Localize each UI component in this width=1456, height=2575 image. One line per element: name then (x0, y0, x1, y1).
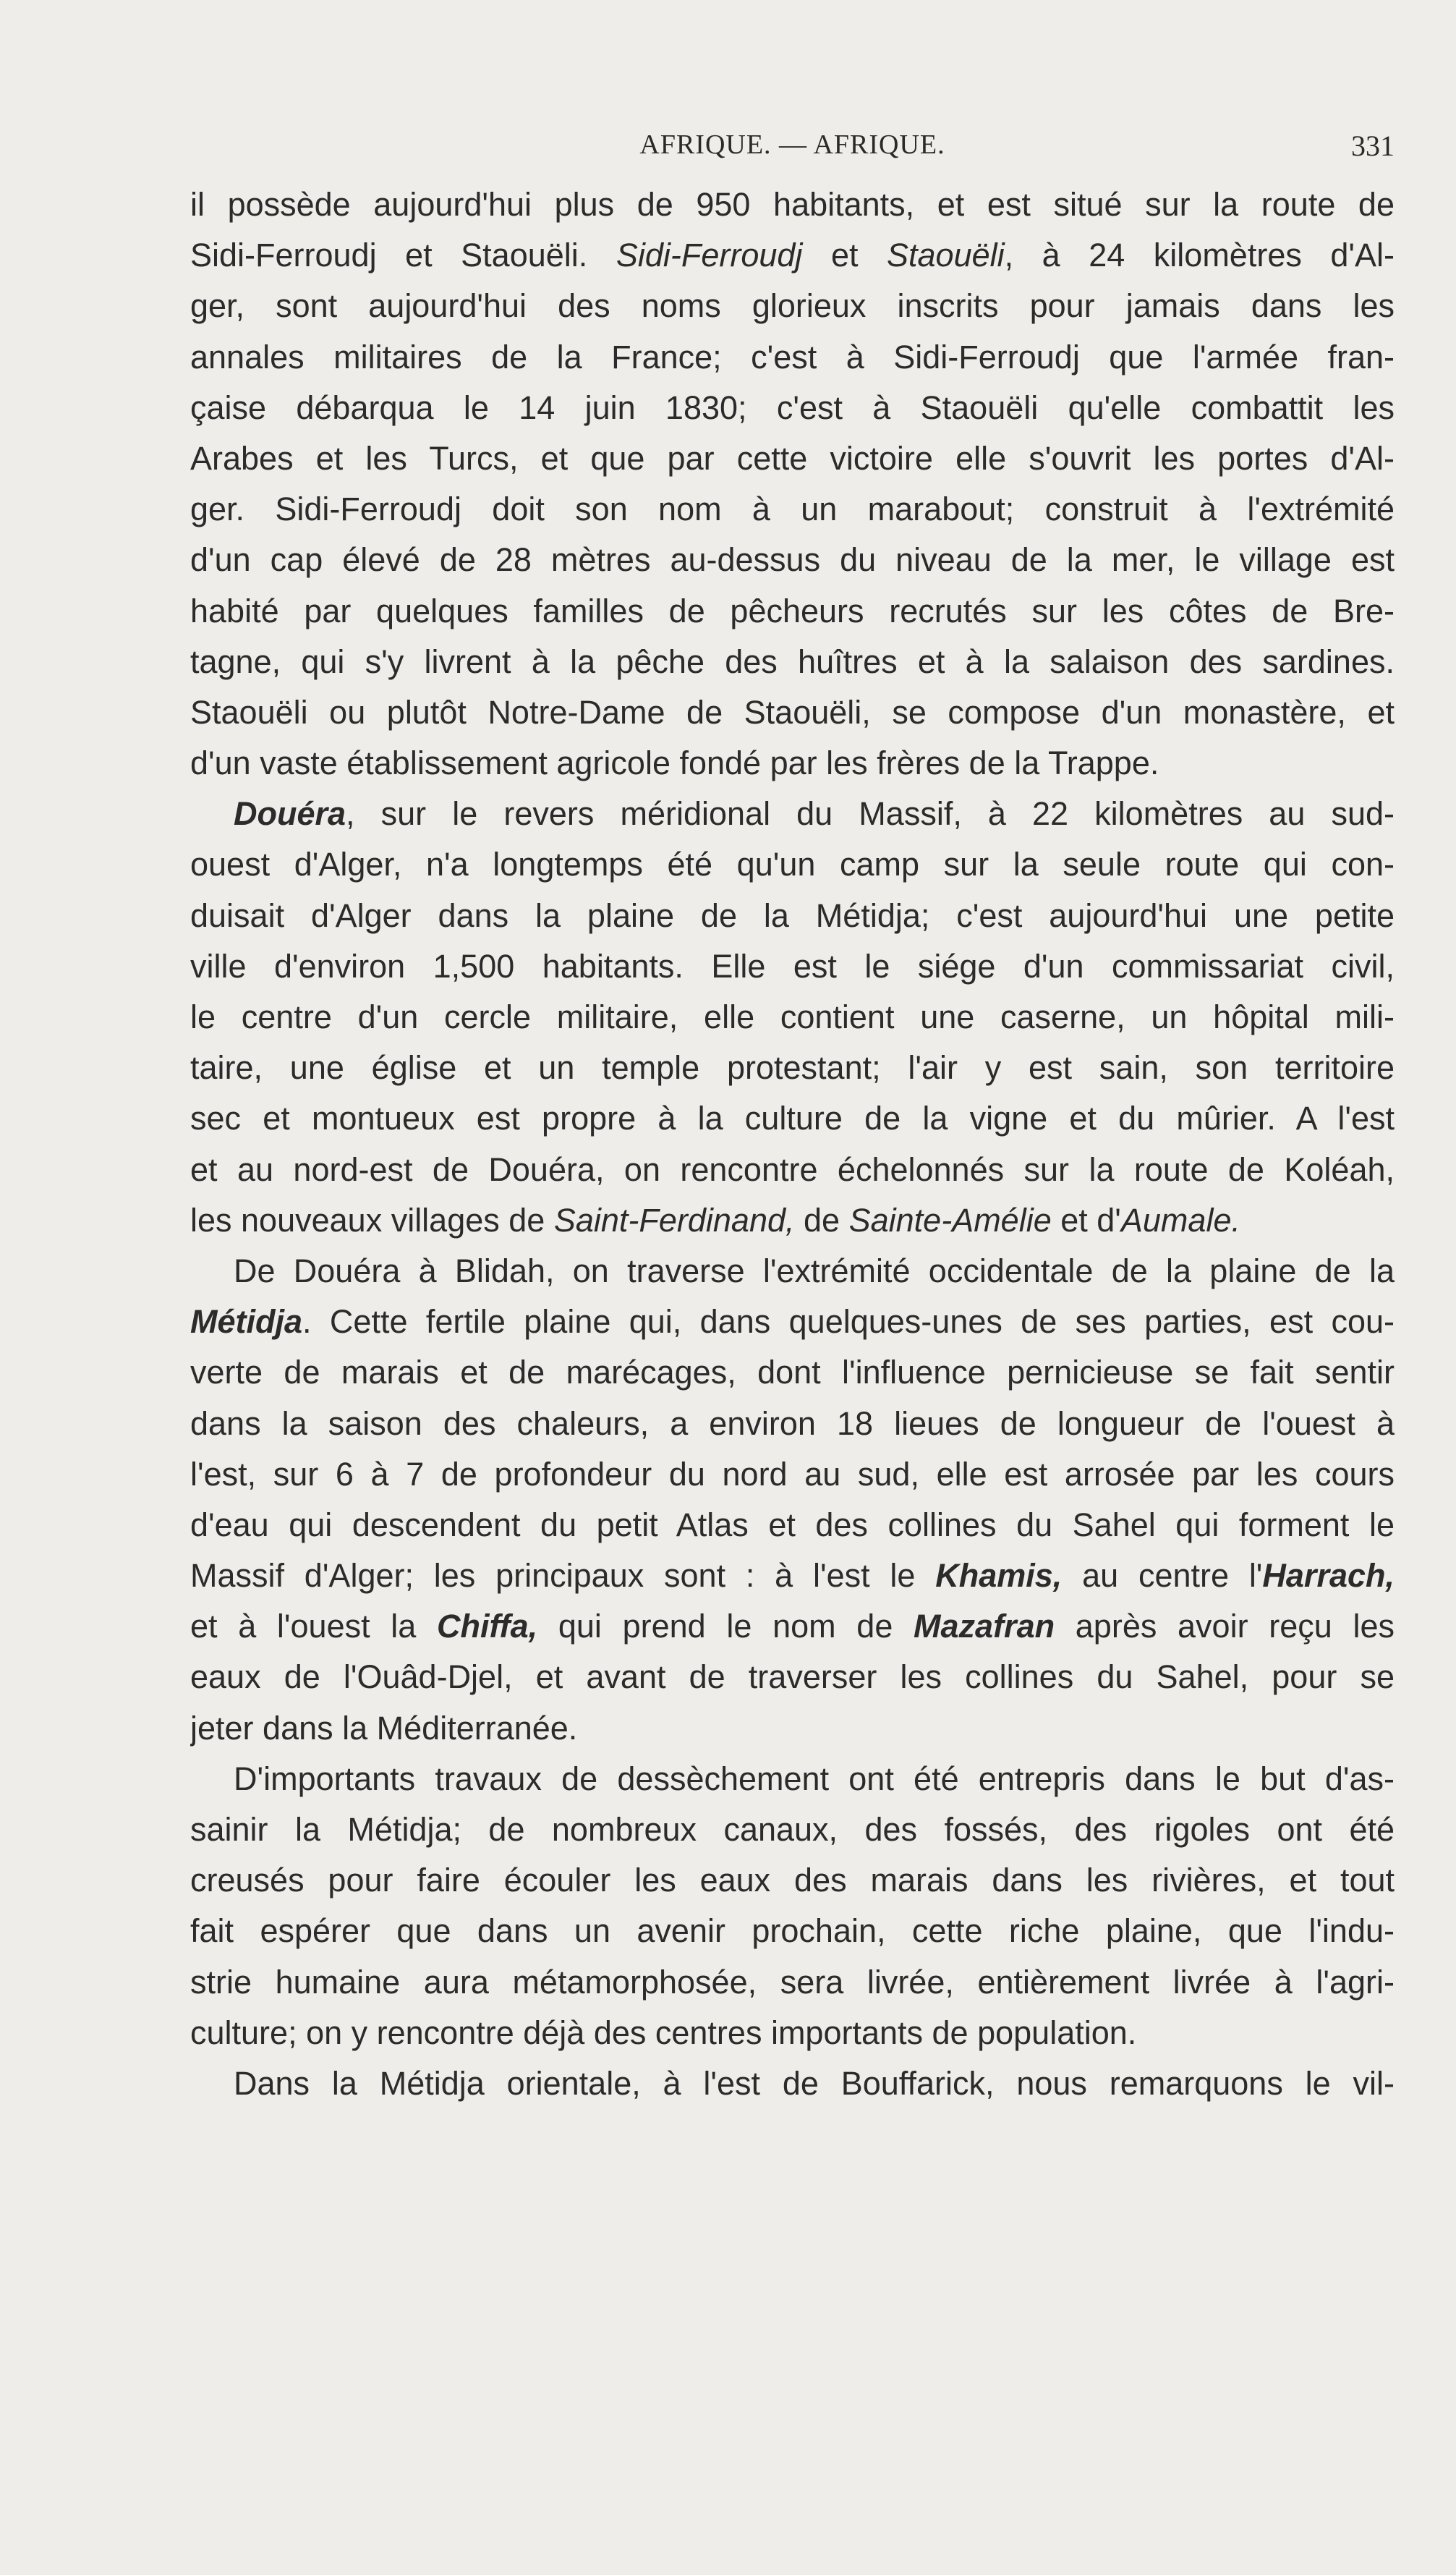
text-line (190, 1347, 1395, 1398)
text-line (190, 1906, 1395, 1956)
text-run: tagne, qui s'y livrent à la pêche des huîtres et à la salaison des sardines. (190, 642, 1395, 680)
text-run: qui prend le nom de (537, 1608, 914, 1645)
text-line (190, 1043, 1395, 1093)
text-line (190, 1550, 1395, 1601)
emphasized-text: Métidja (190, 1303, 303, 1341)
text-run: culture; on y rencontre déjà des centres importants de population. (190, 2014, 1137, 2051)
text-run: les nouveaux villages de (190, 1201, 554, 1239)
text-line (190, 1855, 1395, 1906)
emphasized-text: Harrach, (1262, 1557, 1395, 1595)
text-run: l'est, sur 6 à 7 de profondeur du nord au sud, elle est arrosée par les cours (190, 1455, 1395, 1493)
running-title: AFRIQUE. — AFRIQUE. (639, 130, 945, 160)
text-run: et (802, 237, 887, 274)
text-run: au centre l' (1062, 1557, 1263, 1595)
text-run: il possède aujourd'hui plus de 950 habitants, et est situé sur la route de (190, 186, 1395, 223)
text-line (190, 941, 1395, 992)
text-line (190, 1195, 1395, 1246)
text-line (190, 1804, 1395, 1855)
page-header (190, 129, 1395, 172)
text-run: d'un cap élevé de 28 mètres au-dessus du niveau de la mer, le village est (190, 541, 1395, 579)
text-line (190, 992, 1395, 1043)
text-line (190, 1449, 1395, 1500)
text-run: et au nord-est de Douéra, on rencontre échelonnés sur la route de Koléah, (190, 1150, 1395, 1188)
text-run: strie humaine aura métamorphosée, sera livrée, entièrement livrée à l'agri- (190, 1963, 1395, 2001)
emphasized-text: Khamis, (935, 1557, 1063, 1595)
text-run: taire, une église et un temple protestant; l'air y est sain, son territoire (190, 1049, 1395, 1087)
text-line (190, 891, 1395, 941)
text-run: verte de marais et de marécages, dont l'influence pernicieuse se fait sentir (190, 1354, 1395, 1391)
emphasized-text: Saint-Ferdinand, (553, 1201, 795, 1239)
text-run: Staouëli ou plutôt Notre-Dame de Staouëli, se compose d'un monastère, et (190, 693, 1395, 731)
text-line (190, 484, 1395, 535)
text-run: De Douéra à Blidah, on traverse l'extrémité occidentale de la plaine de la (234, 1252, 1395, 1289)
text-line (190, 281, 1395, 331)
text-line (190, 1246, 1395, 1297)
emphasized-text: Chiffa, (436, 1608, 538, 1645)
text-run: d'un vaste établissement agricole fondé par les frères de la Trappe. (190, 744, 1159, 782)
text-run: fait espérer que dans un avenir prochain, cette riche plaine, que l'indu- (190, 1912, 1395, 1950)
text-run: dans la saison des chaleurs, a environ 18 lieues de longueur de l'ouest à (190, 1404, 1395, 1442)
text-line (190, 586, 1395, 637)
text-line (190, 789, 1395, 839)
text-run: sec et montueux est propre à la culture de la vigne et du mûrier. A l'est (190, 1100, 1395, 1137)
text-line (190, 738, 1395, 789)
text-run: Arabes et les Turcs, et que par cette victoire elle s'ouvrit les portes d'Al- (190, 439, 1395, 477)
text-run: de (794, 1201, 849, 1239)
text-run: Dans la Métidja orientale, à l'est de Bouffarick, nous remarquons le vil- (234, 2064, 1395, 2102)
text-run: Massif d'Alger; les principaux sont : à l'est le (190, 1557, 936, 1595)
text-run: et à l'ouest la (190, 1608, 437, 1645)
text-line (190, 1703, 1395, 1754)
text-line (190, 1500, 1395, 1550)
text-line (190, 535, 1395, 585)
text-run: çaise débarqua le 14 juin 1830; c'est à Staouëli qu'elle combattit les (190, 389, 1395, 426)
text-run: d'eau qui descendent du petit Atlas et des collines du Sahel qui forment le (190, 1506, 1395, 1543)
text-run: , sur le revers méridional du Massif, à 22 kilomètres au sud- (346, 795, 1395, 833)
text-run: D'importants travaux de dessèchement ont été entrepris dans le but d'as- (234, 1760, 1395, 1797)
emphasized-text: Staouëli (887, 237, 1005, 274)
text-line (190, 1652, 1395, 1702)
emphasized-text: Aumale. (1120, 1201, 1240, 1239)
text-run: et d' (1051, 1201, 1121, 1239)
text-run: ger. Sidi-Ferroudj doit son nom à un marabout; construit à l'extrémité (190, 491, 1395, 528)
text-line (190, 1093, 1395, 1144)
body-text (190, 179, 1395, 2109)
text-run: , à 24 kilomètres d'Al- (1004, 237, 1395, 274)
emphasized-text: Sainte-Amélie (848, 1201, 1052, 1239)
text-line (190, 1754, 1395, 1804)
text-run: après avoir reçu les (1055, 1608, 1395, 1645)
text-run: eaux de l'Ouâd-Djel, et avant de traverser les collines du Sahel, pour se (190, 1658, 1395, 1696)
text-line (190, 383, 1395, 433)
emphasized-text: Mazafran (914, 1608, 1055, 1645)
text-run: ouest d'Alger, n'a longtemps été qu'un camp sur la seule route qui con- (190, 846, 1395, 883)
text-line (190, 2058, 1395, 2109)
text-line (190, 1399, 1395, 1449)
text-run: . Cette fertile plaine qui, dans quelques-unes de ses parties, est cou- (302, 1303, 1395, 1341)
text-line (190, 1297, 1395, 1347)
text-run: le centre d'un cercle militaire, elle contient une caserne, un hôpital mili- (190, 998, 1395, 1035)
text-run: habité par quelques familles de pêcheurs recrutés sur les côtes de Bre- (190, 592, 1395, 629)
text-run: duisait d'Alger dans la plaine de la Métidja; c'est aujourd'hui une petite (190, 896, 1395, 934)
text-line (190, 179, 1395, 230)
text-run: ger, sont aujourd'hui des noms glorieux inscrits pour jamais dans les (190, 287, 1395, 325)
text-line (190, 230, 1395, 281)
text-run: Sidi-Ferroudj et Staouëli. (190, 237, 616, 274)
text-line (190, 1601, 1395, 1652)
text-run: sainir la Métidja; de nombreux canaux, des fossés, des rigoles ont été (190, 1811, 1395, 1848)
text-line (190, 637, 1395, 687)
text-run: annales militaires de la France; c'est à Sidi-Ferroudj que l'armée fran- (190, 338, 1395, 376)
text-line (190, 2008, 1395, 2058)
page-number: 331 (1351, 130, 1395, 162)
emphasized-text: Douéra (234, 795, 346, 833)
text-line (190, 839, 1395, 890)
text-line (190, 332, 1395, 383)
text-line (190, 433, 1395, 484)
emphasized-text: Sidi-Ferroudj (616, 237, 803, 274)
text-run: ville d'environ 1,500 habitants. Elle est le siége d'un commissariat civil, (190, 947, 1395, 985)
text-run: jeter dans la Méditerranée. (190, 1709, 578, 1747)
text-line (190, 687, 1395, 738)
text-line (190, 1145, 1395, 1195)
text-run: creusés pour faire écouler les eaux des marais dans les rivières, et tout (190, 1862, 1395, 1899)
text-line (190, 1957, 1395, 2008)
